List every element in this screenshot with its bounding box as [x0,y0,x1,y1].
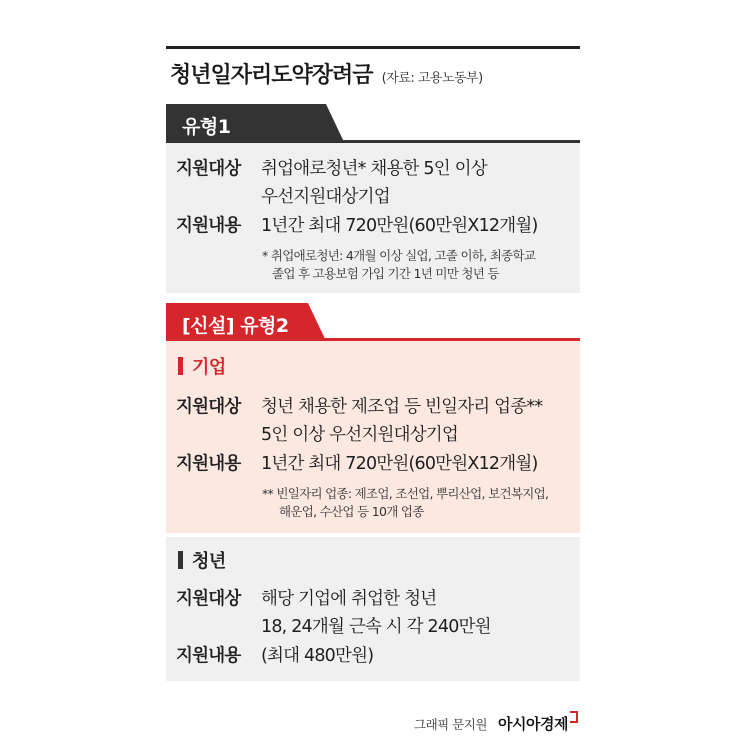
company-target-line2: 5인 이상 우선지원대상기업 [261,425,459,445]
youth-content-label: 지원내용 [176,646,241,666]
page-title: 청년일자리도약장려금 [170,63,373,88]
company-heading [178,353,226,379]
youth-heading-text: 청년 [192,551,226,572]
youth-content-line1: (최대 480만원) [261,646,374,666]
youth-target-label: 지원대상 [176,589,241,609]
title-row [170,58,483,89]
top-divider [166,46,580,49]
company-heading-text: 기업 [192,357,226,378]
type1-note-line1: * 취업애로청년: 4개월 이상 실업, 고졸 이하, 최종학교 [262,248,536,263]
type1-content-label: 지원내용 [176,216,241,236]
company-heading-bar [178,357,183,375]
tab-type1 [166,104,366,142]
type2-youth-panel [166,537,580,681]
company-target-label: 지원대상 [176,397,241,417]
type2-company-panel [166,341,580,533]
type1-note-line2: 졸업 후 고용보험 가입 기간 1년 미만 청년 등 [272,266,499,281]
graphic-credit: 그래픽 문지원 [414,717,487,732]
brand-logo-icon [570,711,578,723]
youth-target-line2: 18, 24개월 근속 시 각 240만원 [261,617,491,637]
company-note-line1: ** 빈일자리 업종: 제조업, 조선업, 뿌리산업, 보건복지업, [262,486,549,501]
tab-type2 [166,303,386,341]
brand-name: 아시아경제 [498,715,568,733]
type1-content-line1: 1년간 최대 720만원(60만원X12개월) [261,216,538,236]
company-content-label: 지원내용 [176,454,241,474]
tab-type2-label: [신설] 유형2 [182,315,289,337]
company-target-line1: 청년 채용한 제조업 등 빈일자리 업종** [261,397,543,417]
footer-credit [414,711,578,734]
type1-panel [166,143,580,293]
company-content-line1: 1년간 최대 720만원(60만원X12개월) [261,454,538,474]
company-note-line2: 해운업, 수산업 등 10개 업종 [279,504,424,519]
type1-target-line2: 우선지원대상기업 [261,187,390,207]
type1-target-label: 지원대상 [176,159,241,179]
youth-heading-bar [178,551,183,569]
infographic [166,0,580,745]
tab-type1-label: 유형1 [182,116,231,138]
youth-heading [178,547,226,573]
source-note: (자료: 고용노동부) [381,71,483,86]
type1-target-line1: 취업애로청년* 채용한 5인 이상 [261,159,487,179]
youth-target-line1: 해당 기업에 취업한 청년 [261,589,437,609]
